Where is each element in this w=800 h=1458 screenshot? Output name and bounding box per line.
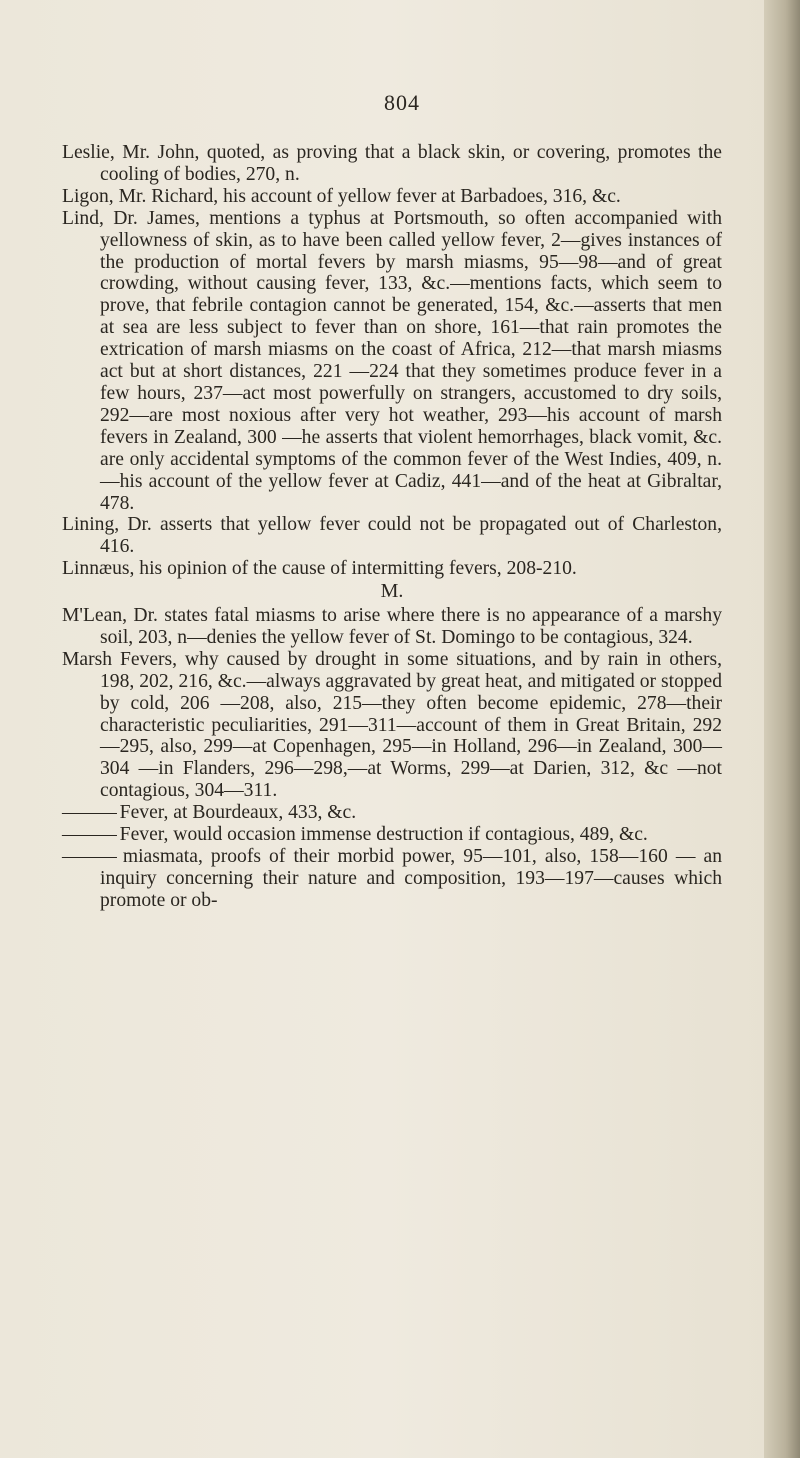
entry-text: his opinion of the cause of intermitting fevers, 208-210. <box>134 558 577 580</box>
entry-ditto-dash: ——— <box>62 802 115 824</box>
entry-text: miasmata, proofs of their morbid power, 95—101, also, 158—160 — an inquiry concerning their nature and composition, 193—197—causes which promote or ob- <box>100 846 722 911</box>
entry-heading: Lind, <box>62 207 104 229</box>
index-entry-marsh-bourdeaux <box>62 802 722 824</box>
entry-ditto-dash: ——— <box>62 846 115 867</box>
entry-text: Mr. Richard, his account of yellow fever at Barbadoes, 316, &c. <box>113 185 621 207</box>
entry-text: Mr. John, quoted, as proving that a black skin, or covering, promotes the cooling of bodies, 270, n. <box>100 142 722 185</box>
entry-text: Fever, would occasion immense destruction if contagious, 489, &c. <box>114 824 648 846</box>
entry-text: Dr. James, mentions a typhus at Portsmouth, so often accompanied with yellowness of skin, as to have been called yellow fever, 2—gives instances of the production of mortal fevers by marsh miasms, 95—98—and of great crowding, without causing fever, 133, &c.—mentions facts, which seem to prove, that febrile contagion cannot be generated, 154, &c.—asserts that men at sea are less subject to fever than on shore, 161—that rain promotes the extrication of marsh miasms on the coast of Africa, 212—that marsh miasms act but at short distances, 221 —224 that they sometimes produce fever in a few hours, 237—act most powerfully on strangers, accustomed to dry soils, 292—are most noxious after very hot weather, 293—his account of marsh fevers in Zealand, 300 —he asserts that violent hemorrhages, black vomit, &c. are only accidental symptoms of the common fever of the West Indies, 409, n.—his account of the yellow fever at Cadiz, 441—and of the heat at Gibraltar, 478. <box>100 207 722 514</box>
entry-text: Fevers, why caused by drought in some situations, and by rain in others, 198, 202, 216, &c.—always aggravated by great heat, and mitigated or stopped by cold, 206 —208, also, 215—they often become epidemic, 278—their characteristic peculiarities, 291—311—account of them in Great Britain, 292—295, also, 299—at Copenhagen, 295—in Holland, 296—in Zealand, 300—304 —in Flanders, 296—298,—at Worms, 299—at Darien, 312, &c —not contagious, 304—311. <box>100 648 722 802</box>
entry-heading: Ligon, <box>62 185 114 207</box>
index-text <box>62 142 722 912</box>
entry-heading: Leslie, <box>62 142 115 163</box>
index-entry-marsh-contagious <box>62 824 722 846</box>
index-entry-mlean <box>62 605 722 649</box>
index-entry-leslie <box>62 142 722 186</box>
page-number: 804 <box>384 90 420 115</box>
entry-text: Fever, at Bourdeaux, 433, &c. <box>114 802 357 824</box>
entry-text: Dr. asserts that yellow fever could not be propagated out of Charleston, 416. <box>100 514 722 558</box>
section-letter: M. <box>380 580 404 603</box>
index-entry-lind <box>62 208 722 515</box>
entry-ditto-dash: ——— <box>62 824 115 846</box>
entry-heading: Linnæus, <box>62 558 135 580</box>
index-entry-lining <box>62 514 722 558</box>
entry-heading: M'Lean, <box>62 605 128 627</box>
index-entry-marsh-fevers <box>62 649 722 802</box>
entry-heading: Marsh <box>62 648 113 670</box>
index-entry-linnaeus <box>62 558 722 580</box>
index-entry-ligon <box>62 186 722 208</box>
page-edge-shadow <box>764 0 800 1458</box>
index-entry-marsh-miasmata <box>62 846 722 912</box>
entry-text: Dr. states fatal miasms to arise where there is no appearance of a marshy soil, 203, n—denies the yellow fever of St. Domingo to be contagious, 324. <box>100 605 722 648</box>
entry-heading: Lining, <box>62 514 120 536</box>
